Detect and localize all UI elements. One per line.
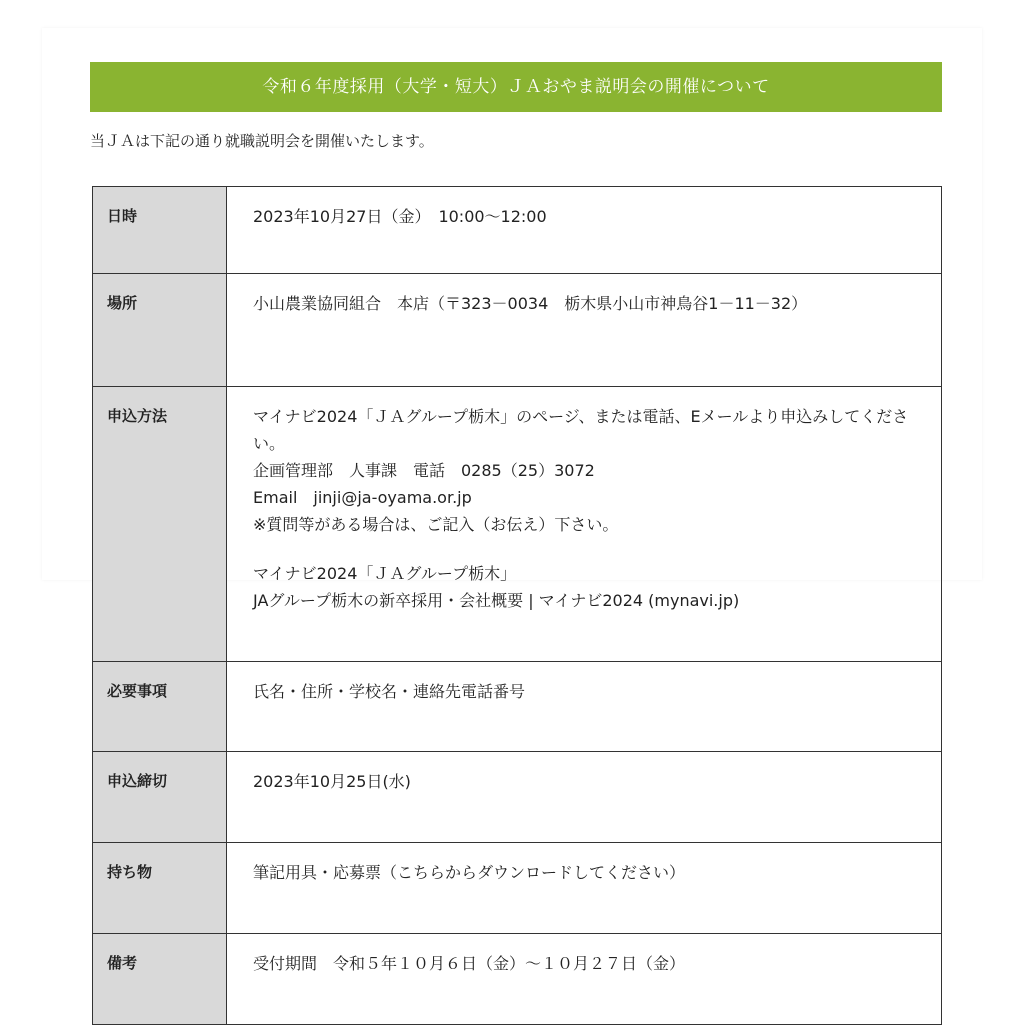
row-value-datetime: 2023年10月27日（金） 10:00～12:00 bbox=[227, 187, 942, 274]
row-label-notes: 備考 bbox=[93, 934, 227, 1025]
method-phone: 企画管理部 人事課 電話 0285（25）3072 bbox=[253, 461, 595, 480]
method-note: ※質問等がある場合は、ご記入（お伝え）下さい。 bbox=[253, 515, 619, 534]
table-row-place bbox=[93, 274, 942, 387]
row-label-place: 場所 bbox=[93, 274, 227, 387]
row-value-method bbox=[227, 387, 942, 662]
row-label-bring: 持ち物 bbox=[93, 843, 227, 934]
event-info-table bbox=[92, 186, 942, 1025]
row-label-required: 必要事項 bbox=[93, 662, 227, 752]
row-label-method: 申込方法 bbox=[93, 387, 227, 662]
row-value-place: 小山農業協同組合 本店（〒323－0034 栃木県小山市神鳥谷1－11－32） bbox=[227, 274, 942, 387]
row-value-notes: 受付期間 令和５年１０月６日（金）～１０月２７日（金） bbox=[227, 934, 942, 1025]
mynavi-link[interactable]: JAグループ栃木の新卒採用・会社概要 | マイナビ2024 (mynavi.jp) bbox=[253, 591, 740, 610]
method-email: Email jinji@ja-oyama.or.jp bbox=[253, 488, 472, 507]
page-title: 令和６年度採用（大学・短大）ＪＡおやま説明会の開催について bbox=[90, 62, 942, 112]
mynavi-link-label: マイナビ2024「ＪＡグループ栃木」 bbox=[253, 564, 517, 583]
method-instructions: マイナビ2024「ＪＡグループ栃木」のページ、または電話、Eメールより申込みしてください。 bbox=[253, 407, 909, 453]
intro-text: 当ＪＡは下記の通り就職説明会を開催いたします。 bbox=[90, 132, 434, 150]
row-label-datetime: 日時 bbox=[93, 187, 227, 274]
row-label-deadline: 申込締切 bbox=[93, 752, 227, 843]
table-row-notes bbox=[93, 934, 942, 1025]
table-row-required bbox=[93, 662, 942, 752]
method-spacer bbox=[253, 538, 923, 560]
table-row-datetime bbox=[93, 187, 942, 274]
row-value-bring[interactable]: 筆記用具・応募票（こちらからダウンロードしてください） bbox=[227, 843, 942, 934]
table-row-deadline bbox=[93, 752, 942, 843]
table-row-bring bbox=[93, 843, 942, 934]
row-value-required: 氏名・住所・学校名・連絡先電話番号 bbox=[227, 662, 942, 752]
table-row-method bbox=[93, 387, 942, 662]
row-value-deadline: 2023年10月25日(水) bbox=[227, 752, 942, 843]
